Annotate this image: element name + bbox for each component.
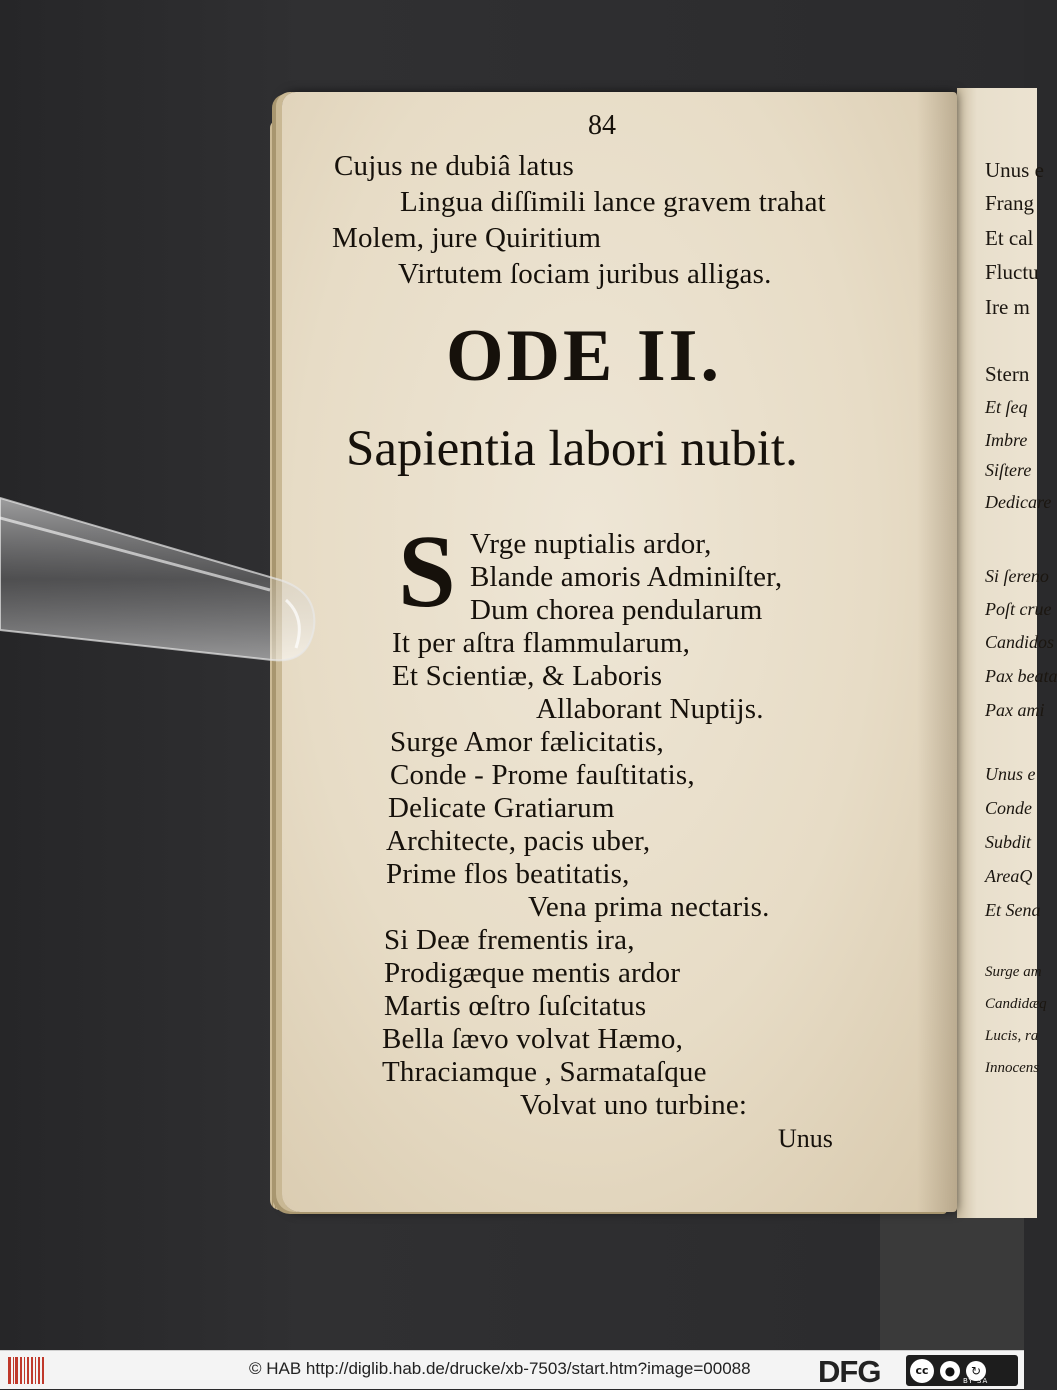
dfg-logo: DFG <box>818 1354 881 1389</box>
cc-license-badge[interactable] <box>906 1355 1018 1386</box>
verse-line: Virtutem ſociam juribus alligas. <box>398 258 772 290</box>
verse-line: Delicate Gratiarum <box>388 792 615 824</box>
glass-page-weight <box>0 488 320 688</box>
next-page-line: Innocens <box>985 1060 1040 1076</box>
ode-title: ODE II. <box>446 315 722 397</box>
sa-icon: ↻ <box>966 1361 986 1381</box>
verse-line: Prime flos beatitatis, <box>386 858 630 890</box>
verse-line: Thraciamque , Sarmataſque <box>382 1056 707 1088</box>
next-page-line: Subdit <box>985 832 1032 852</box>
next-page-line: Lucis, ra <box>985 1028 1039 1044</box>
verse-line: Volvat uno turbine: <box>520 1089 748 1121</box>
footer-bar <box>0 1350 1024 1389</box>
verse-line: It per aſtra flammularum, <box>392 627 691 659</box>
verse-line: Si Deæ frementis ira, <box>384 924 635 956</box>
next-page-line: Unus e <box>985 158 1044 182</box>
verse-line: Cujus ne dubiâ latus <box>334 150 575 182</box>
verse-line: Allaborant Nuptijs. <box>536 693 764 725</box>
verse-line: Vrge nuptialis ardor, <box>470 528 712 560</box>
next-page-line: Conde <box>985 798 1032 818</box>
license-label: BY SA <box>963 1377 989 1385</box>
verse-line: Vena prima nectaris. <box>528 891 770 923</box>
next-page-line: Stern <box>985 362 1030 386</box>
next-page-line: Et ſeq <box>985 397 1028 417</box>
by-icon: ● <box>940 1361 960 1381</box>
verse-line: Martis œſtro ſuſcitatus <box>384 990 647 1022</box>
next-page-line: Unus e <box>985 764 1036 784</box>
next-page-line: Surge am <box>985 964 1042 980</box>
verse-line: Prodigæque mentis ardor <box>384 957 681 989</box>
library-barcode-logo <box>8 1357 44 1384</box>
next-page-line: Et Sena <box>985 900 1041 920</box>
verse-line: Lingua diſſimili lance gravem trahat <box>400 186 826 218</box>
next-page-line: AreaQ <box>985 866 1033 886</box>
verse-line: Architecte, pacis uber, <box>386 825 651 857</box>
next-page-line: Fluctu <box>985 260 1039 284</box>
next-page-line: Si ſereno <box>985 566 1049 586</box>
next-page-line: Et cal <box>985 226 1034 250</box>
drop-cap: S <box>398 514 456 629</box>
verse-line: Blande amoris Adminiſter, <box>470 561 783 593</box>
next-page-line: Pax ami <box>985 700 1045 720</box>
verse-line: Et Scientiæ, & Laboris <box>392 660 663 692</box>
page-number: 84 <box>588 110 616 141</box>
catchword: Unus <box>778 1124 833 1153</box>
verse-line: Dum chorea pendularum <box>470 594 763 626</box>
next-page-line: Ire m <box>985 295 1030 319</box>
next-page-line: Poſt crue <box>985 599 1052 619</box>
next-page-line: Frang <box>985 191 1034 215</box>
verse-line: Surge Amor fælicitatis, <box>390 726 664 758</box>
verse-line: Molem, jure Quiritium <box>332 222 602 254</box>
next-page-line: Pax beata <box>985 666 1057 686</box>
source-link[interactable]: © HAB http://diglib.hab.de/drucke/xb-7503/start.htm?image=00088 <box>249 1359 751 1378</box>
next-page-line: Imbre <box>985 430 1028 450</box>
ode-subtitle: Sapientia labori nubit. <box>346 421 798 477</box>
verse-line: Conde - Prome fauſtitatis, <box>390 759 695 791</box>
cc-icon: cc <box>910 1359 934 1383</box>
next-page-line: Siſtere <box>985 460 1032 480</box>
next-page-line: Candidæq <box>985 996 1047 1012</box>
next-page-line: Dedicare <box>985 492 1052 512</box>
verse-line: Bella ſævo volvat Hæmo, <box>382 1023 684 1055</box>
next-page-line: Candidos <box>985 632 1055 652</box>
next-page-sliver <box>957 88 1057 1218</box>
